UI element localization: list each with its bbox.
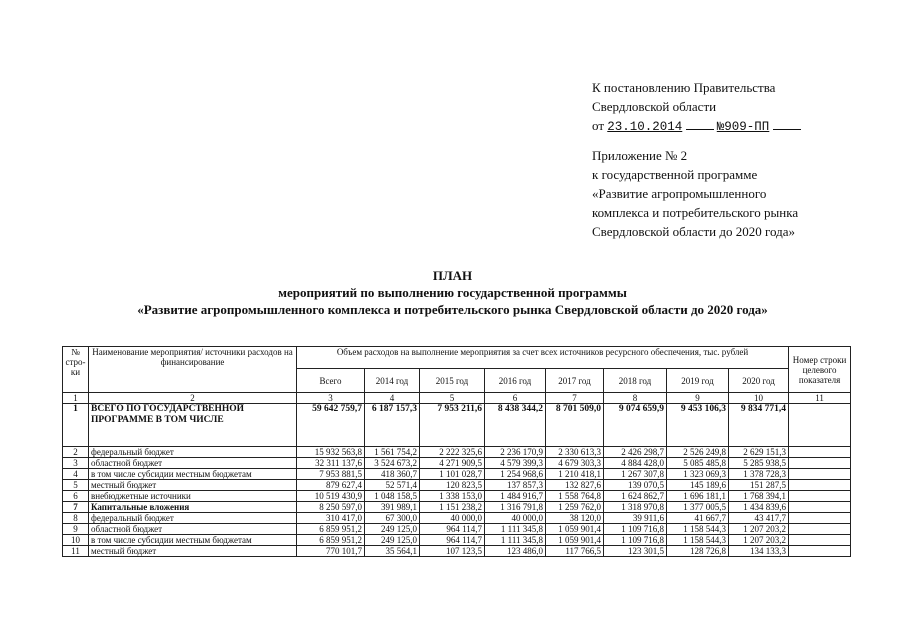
resolution-date: 23.10.2014 <box>607 120 683 134</box>
column-number: 9 <box>667 393 729 404</box>
value-cell: 5 085 485,8 <box>667 458 729 469</box>
value-cell: 3 524 673,2 <box>365 458 420 469</box>
value-cell: 418 360,7 <box>365 469 420 480</box>
value-cell: 1 378 728,3 <box>729 469 789 480</box>
value-cell: 1 059 901,4 <box>546 535 604 546</box>
table-row <box>63 458 851 469</box>
header-year: 2016 год <box>485 369 546 393</box>
value-cell: 770 101,7 <box>297 546 365 557</box>
table-row <box>63 535 851 546</box>
value-cell: 9 453 106,3 <box>667 404 729 447</box>
row-name: федеральный бюджет <box>89 513 297 524</box>
header-year: 2018 год <box>604 369 667 393</box>
value-cell: 41 667,7 <box>667 513 729 524</box>
target-cell <box>789 502 851 513</box>
target-cell <box>789 535 851 546</box>
table-row <box>63 524 851 535</box>
value-cell: 9 834 771,4 <box>729 404 789 447</box>
value-cell: 123 301,5 <box>604 546 667 557</box>
target-cell <box>789 404 851 447</box>
column-number: 4 <box>365 393 420 404</box>
value-cell: 1 111 345,8 <box>485 535 546 546</box>
value-cell: 1 158 544,3 <box>667 535 729 546</box>
table-row <box>63 513 851 524</box>
header-row-number: № стро-ки <box>63 347 89 393</box>
value-cell: 1 109 716,8 <box>604 524 667 535</box>
value-cell: 1 267 307,8 <box>604 469 667 480</box>
row-number: 7 <box>63 502 89 513</box>
row-name: внебюджетные источники <box>89 491 297 502</box>
value-cell: 1 101 028,7 <box>420 469 485 480</box>
column-number: 3 <box>297 393 365 404</box>
date-prefix: от <box>592 118 605 133</box>
value-cell: 964 114,7 <box>420 535 485 546</box>
value-cell: 1 558 764,8 <box>546 491 604 502</box>
value-cell: 249 125,0 <box>365 524 420 535</box>
row-number: 4 <box>63 469 89 480</box>
plan-title: ПЛАН <box>432 268 473 283</box>
value-cell: 1 377 005,5 <box>667 502 729 513</box>
value-cell: 8 250 597,0 <box>297 502 365 513</box>
appendix-line-5: Свердловской области до 2020 года» <box>592 224 795 239</box>
value-cell: 1 109 716,8 <box>604 535 667 546</box>
value-cell: 7 953 211,6 <box>420 404 485 447</box>
program-name: «Развитие агропромышленного комплекса и потребительского рынка Свердловской области до 2020 года» <box>137 302 768 317</box>
header-year: 2014 год <box>365 369 420 393</box>
value-cell: 4 679 303,3 <box>546 458 604 469</box>
value-cell: 4 271 909,5 <box>420 458 485 469</box>
appendix-line-4: комплекса и потребительского рынка <box>592 205 799 220</box>
value-cell: 391 989,1 <box>365 502 420 513</box>
column-number-row <box>63 393 851 404</box>
target-cell <box>789 458 851 469</box>
row-name: областной бюджет <box>89 458 297 469</box>
table-row <box>63 404 851 447</box>
row-number: 6 <box>63 491 89 502</box>
target-cell <box>789 546 851 557</box>
value-cell: 2 236 170,9 <box>485 447 546 458</box>
value-cell: 6 187 157,3 <box>365 404 420 447</box>
value-cell: 10 519 430,9 <box>297 491 365 502</box>
value-cell: 1 338 153,0 <box>420 491 485 502</box>
table-row <box>63 502 851 513</box>
header-year: 2017 год <box>546 369 604 393</box>
date-underline <box>686 117 714 130</box>
value-cell: 1 484 916,7 <box>485 491 546 502</box>
value-cell: 32 311 137,6 <box>297 458 365 469</box>
value-cell: 1 318 970,8 <box>604 502 667 513</box>
value-cell: 1 254 968,6 <box>485 469 546 480</box>
value-cell: 5 285 938,5 <box>729 458 789 469</box>
row-name: местный бюджет <box>89 480 297 491</box>
value-cell: 52 571,4 <box>365 480 420 491</box>
resolution-number: №909-ПП <box>716 120 770 134</box>
value-cell: 123 486,0 <box>485 546 546 557</box>
value-cell: 1 207 203,2 <box>729 535 789 546</box>
value-cell: 59 642 759,7 <box>297 404 365 447</box>
value-cell: 1 158 544,3 <box>667 524 729 535</box>
value-cell: 2 330 613,3 <box>546 447 604 458</box>
appendix-reference <box>592 146 798 241</box>
value-cell: 8 438 344,2 <box>485 404 546 447</box>
row-name: в том числе субсидии местным бюджетам <box>89 469 297 480</box>
value-cell: 107 123,5 <box>420 546 485 557</box>
value-cell: 2 222 325,6 <box>420 447 485 458</box>
value-cell: 964 114,7 <box>420 524 485 535</box>
target-cell <box>789 480 851 491</box>
column-number: 7 <box>546 393 604 404</box>
header-target-row: Номер строки целевого показателя <box>789 347 851 393</box>
value-cell: 1 259 762,0 <box>546 502 604 513</box>
value-cell: 134 133,3 <box>729 546 789 557</box>
value-cell: 9 074 659,9 <box>604 404 667 447</box>
row-number: 8 <box>63 513 89 524</box>
value-cell: 151 287,5 <box>729 480 789 491</box>
table-row <box>63 491 851 502</box>
value-cell: 1 316 791,8 <box>485 502 546 513</box>
value-cell: 40 000,0 <box>420 513 485 524</box>
row-name: областной бюджет <box>89 524 297 535</box>
row-number: 10 <box>63 535 89 546</box>
table-row <box>63 480 851 491</box>
column-number: 2 <box>89 393 297 404</box>
value-cell: 310 417,0 <box>297 513 365 524</box>
value-cell: 1 048 158,5 <box>365 491 420 502</box>
value-cell: 1 210 418,1 <box>546 469 604 480</box>
value-cell: 1 151 238,2 <box>420 502 485 513</box>
value-cell: 879 627,4 <box>297 480 365 491</box>
column-number: 1 <box>63 393 89 404</box>
table-row <box>63 447 851 458</box>
value-cell: 145 189,6 <box>667 480 729 491</box>
column-number: 10 <box>729 393 789 404</box>
value-cell: 6 859 951,2 <box>297 524 365 535</box>
value-cell: 40 000,0 <box>485 513 546 524</box>
target-cell <box>789 469 851 480</box>
value-cell: 117 766,5 <box>546 546 604 557</box>
column-number: 8 <box>604 393 667 404</box>
row-number: 9 <box>63 524 89 535</box>
target-cell <box>789 491 851 502</box>
value-cell: 128 726,8 <box>667 546 729 557</box>
resolution-date-line <box>592 116 801 137</box>
header-year: 2019 год <box>667 369 729 393</box>
value-cell: 1 207 203,2 <box>729 524 789 535</box>
column-number: 6 <box>485 393 546 404</box>
value-cell: 43 417,7 <box>729 513 789 524</box>
value-cell: 2 526 249,8 <box>667 447 729 458</box>
value-cell: 35 564,1 <box>365 546 420 557</box>
table-row <box>63 469 851 480</box>
row-number: 1 <box>63 404 89 447</box>
value-cell: 1 111 345,8 <box>485 524 546 535</box>
value-cell: 2 629 151,3 <box>729 447 789 458</box>
column-number: 5 <box>420 393 485 404</box>
value-cell: 38 120,0 <box>546 513 604 524</box>
value-cell: 67 300,0 <box>365 513 420 524</box>
value-cell: 1 059 901,4 <box>546 524 604 535</box>
value-cell: 39 911,6 <box>604 513 667 524</box>
target-cell <box>789 447 851 458</box>
row-number: 3 <box>63 458 89 469</box>
row-name: местный бюджет <box>89 546 297 557</box>
target-cell <box>789 524 851 535</box>
number-underline <box>773 117 801 130</box>
value-cell: 8 701 509,0 <box>546 404 604 447</box>
header-year: 2020 год <box>729 369 789 393</box>
appendix-line-1: Приложение № 2 <box>592 148 688 163</box>
resolution-line-2: Свердловской области <box>592 99 717 114</box>
appendix-line-2: к государственной программе <box>592 167 758 182</box>
value-cell: 1 696 181,1 <box>667 491 729 502</box>
value-cell: 15 932 563,8 <box>297 447 365 458</box>
resolution-reference <box>592 78 801 137</box>
header-year: 2015 год <box>420 369 485 393</box>
row-number: 5 <box>63 480 89 491</box>
value-cell: 4 579 399,3 <box>485 458 546 469</box>
value-cell: 1 561 754,2 <box>365 447 420 458</box>
row-name: федеральный бюджет <box>89 447 297 458</box>
target-cell <box>789 513 851 524</box>
header-name: Наименование мероприятия/ источники расходов на финансирование <box>89 347 297 393</box>
value-cell: 4 884 428,0 <box>604 458 667 469</box>
value-cell: 1 434 839,6 <box>729 502 789 513</box>
appendix-line-3: «Развитие агропромышленного <box>592 186 767 201</box>
header-volume: Объем расходов на выполнение мероприятия за счет всех источников ресурсного обеспечения, тыс. рублей <box>297 347 789 369</box>
value-cell: 6 859 951,2 <box>297 535 365 546</box>
value-cell: 1 768 394,1 <box>729 491 789 502</box>
row-name: ВСЕГО ПО ГОСУДАРСТВЕННОЙ ПРОГРАММЕ В ТОМ ЧИСЛЕ <box>89 404 297 447</box>
value-cell: 137 857,3 <box>485 480 546 491</box>
row-name: в том числе субсидии местным бюджетам <box>89 535 297 546</box>
value-cell: 7 953 881,5 <box>297 469 365 480</box>
row-number: 11 <box>63 546 89 557</box>
value-cell: 249 125,0 <box>365 535 420 546</box>
plan-subtitle: мероприятий по выполнению государственной программы <box>278 285 627 300</box>
table-row <box>63 546 851 557</box>
value-cell: 132 827,6 <box>546 480 604 491</box>
column-number: 11 <box>789 393 851 404</box>
row-number: 2 <box>63 447 89 458</box>
resolution-line-1: К постановлению Правительства <box>592 80 776 95</box>
header-year: Всего <box>297 369 365 393</box>
plan-table <box>62 346 851 557</box>
value-cell: 1 323 069,3 <box>667 469 729 480</box>
value-cell: 1 624 862,7 <box>604 491 667 502</box>
value-cell: 139 070,5 <box>604 480 667 491</box>
value-cell: 120 823,5 <box>420 480 485 491</box>
row-name: Капитальные вложения <box>89 502 297 513</box>
value-cell: 2 426 298,7 <box>604 447 667 458</box>
